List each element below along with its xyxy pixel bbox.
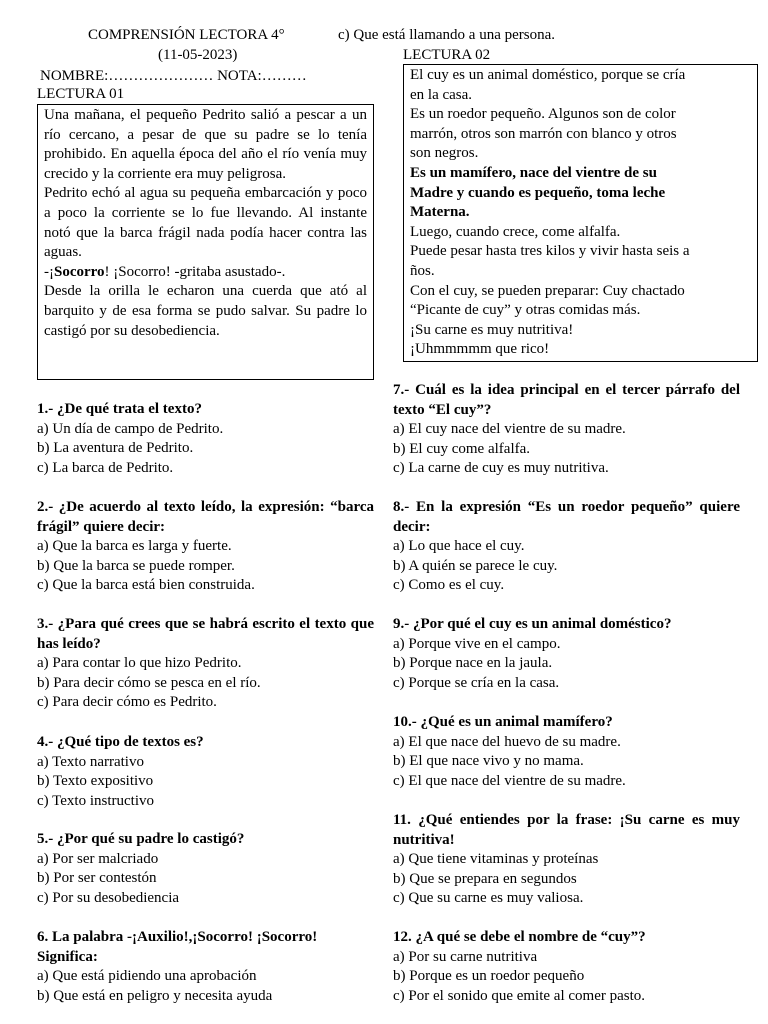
question-11 [393, 811, 740, 909]
question-text: 12. ¿A qué se debe el nombre de “cuy”? [393, 929, 646, 945]
lectura-02-line: Con el cuy, se pueden preparar: Cuy chactado [410, 282, 685, 299]
answer-option[interactable]: b) Porque nace en la jaula. [393, 655, 553, 671]
lectura-02-line: Es un roedor pequeño. Algunos son de color [410, 106, 676, 123]
answer-option[interactable]: c) Como es el cuy. [393, 577, 505, 593]
answer-option[interactable]: a) Por su carne nutritiva [393, 948, 538, 965]
lectura-02-line: en la casa. [410, 86, 473, 103]
answer-option[interactable]: b) La aventura de Pedrito. [37, 440, 194, 456]
worksheet-date: (11-05-2023) [158, 47, 238, 63]
answer-option[interactable]: b) Por ser contestón [37, 870, 157, 886]
question-text: 5.- ¿Por qué su padre lo castigó? [37, 831, 245, 847]
answer-option[interactable]: b) El que nace vivo y no mama. [393, 753, 584, 769]
question-12 [393, 928, 740, 1006]
answer-option[interactable]: a) El cuy nace del vientre de su madre. [393, 421, 626, 437]
lectura-02-line: Luego, cuando crece, come alfalfa. [410, 223, 621, 240]
lectura-02-bold-line: Madre y cuando es pequeño, toma leche [410, 184, 666, 201]
answer-option[interactable]: a) Lo que hace el cuy. [393, 538, 525, 554]
lectura-02-line: ¡Su carne es muy nutritiva! [410, 321, 574, 338]
answer-option[interactable]: a) El que nace del huevo de su madre. [393, 733, 621, 750]
answer-option[interactable]: b) Texto expositivo [37, 773, 154, 789]
question-text: 9.- ¿Por qué el cuy es un animal doméstico? [393, 616, 672, 632]
lectura-02-line: ¡Uhmmmmm que rico! [410, 341, 550, 358]
lectura-02-box [403, 64, 758, 362]
answer-option[interactable]: b) Para decir cómo se pesca en el río. [37, 674, 261, 691]
lectura-02-bold-line: Es un mamífero, nace del vientre de su [410, 164, 657, 181]
question-text: 10.- ¿Qué es un animal mamífero? [393, 714, 613, 730]
question-text: 1.- ¿De qué trata el texto? [37, 401, 202, 417]
answer-option[interactable]: b) A quién se parece le cuy. [393, 557, 558, 574]
answer-option[interactable]: c) El que nace del vientre de su madre. [393, 772, 626, 789]
question-3 [37, 615, 374, 713]
question-7 [393, 381, 740, 479]
question-6 [37, 928, 377, 1006]
answer-option[interactable]: a) Un día de campo de Pedrito. [37, 420, 224, 437]
lectura-01-paragraph: Desde la orilla le echaron una cuerda que ató al barquito y de esa forma se pudo salvar. Su padre lo castigó por su desobediencia. [44, 283, 367, 339]
question-text: 3.- ¿Para qué crees que se habrá escrito el texto que has leído? [37, 616, 374, 652]
lectura-02-line: marrón, otros son marrón con blanco y otros [410, 125, 677, 142]
answer-option[interactable]: c) La barca de Pedrito. [37, 459, 174, 476]
lectura-02-line: ños. [410, 262, 435, 279]
lectura-01-label: LECTURA 01 [37, 86, 125, 102]
lectura-01-paragraph: Pedrito echó al agua su pequeña embarcación y poco a poco la corriente se lo fue llevando. Al instante notó que la barca frágil nada podía hacer contra las aguas. [44, 185, 367, 261]
answer-option[interactable]: b) Porque es un roedor pequeño [393, 968, 585, 984]
answer-option[interactable]: c) Que la barca está bien construida. [37, 577, 255, 593]
answer-option[interactable]: c) Texto instructivo [37, 792, 154, 809]
question-2 [37, 498, 374, 596]
answer-option[interactable]: a) Que está pidiendo una aprobación [37, 968, 257, 984]
answer-option[interactable]: a) Que tiene vitaminas y proteínas [393, 851, 599, 867]
question-text: 7.- Cuál es la idea principal en el tercer párrafo del texto “El cuy”? [393, 382, 740, 418]
question-text: 8.- En la expresión “Es un roedor pequeño” quiere decir: [393, 499, 740, 535]
lectura-02-bold-line: Materna. [410, 204, 470, 221]
answer-option[interactable]: a) Por ser malcriado [37, 850, 159, 867]
question-9 [393, 615, 740, 693]
lectura-01-exclamation: -¡Socorro! ¡Socorro! -gritaba asustado-. [44, 263, 286, 280]
question-text: 6. La palabra -¡Auxilio!,¡Socorro! ¡Socorro! Significa: [37, 929, 318, 965]
lectura-02-label: LECTURA 02 [403, 47, 491, 63]
lectura-01-paragraph: Una mañana, el pequeño Pedrito salió a pescar a un río cercano, a pesar de que su padre se lo tenía prohibido. En aquella época del año el río venía muy crecido y la corriente era muy peligrosa. [44, 107, 367, 182]
answer-option[interactable]: a) Que la barca es larga y fuerte. [37, 538, 232, 554]
worksheet-title: COMPRENSIÓN LECTORA 4° [88, 27, 285, 43]
answer-option[interactable]: b) Que la barca se puede romper. [37, 557, 235, 574]
answer-option[interactable]: a) Texto narrativo [37, 753, 144, 770]
answer-option[interactable]: a) Para contar lo que hizo Pedrito. [37, 655, 242, 671]
lectura-02-line: El cuy es un animal doméstico, porque se cría [410, 67, 686, 83]
name-grade-line: NOMBRE:………………… NOTA:……… [40, 68, 307, 84]
lectura-02-line: Puede pesar hasta tres kilos y vivir hasta seis a [410, 243, 690, 260]
stray-option-text: c) Que está llamando a una persona. [338, 27, 555, 43]
answer-option[interactable]: a) Porque vive en el campo. [393, 635, 561, 652]
answer-option[interactable]: c) Porque se cría en la casa. [393, 674, 560, 691]
answer-option[interactable]: b) Que está en peligro y necesita ayuda [37, 987, 273, 1004]
question-4 [37, 733, 374, 811]
question-text: 11. ¿Qué entiendes por la frase: ¡Su carne es muy nutritiva! [393, 812, 740, 848]
answer-option[interactable]: c) La carne de cuy es muy nutritiva. [393, 460, 609, 476]
answer-option[interactable]: c) Por el sonido que emite al comer pasto. [393, 987, 646, 1004]
answer-option[interactable]: c) Por su desobediencia [37, 889, 180, 906]
lectura-02-line: “Picante de cuy” y otras comidas más. [410, 302, 641, 319]
question-8 [393, 498, 740, 596]
question-text: 2.- ¿De acuerdo al texto leído, la expresión: “barca frágil” quiere decir: [37, 499, 374, 535]
answer-option[interactable]: b) Que se prepara en segundos [393, 870, 577, 887]
answer-option[interactable]: b) El cuy come alfalfa. [393, 440, 531, 457]
lectura-02-line: son negros. [410, 145, 479, 162]
question-10 [393, 713, 740, 791]
answer-option[interactable]: c) Que su carne es muy valiosa. [393, 890, 584, 906]
question-1 [37, 400, 374, 478]
answer-option[interactable]: c) Para decir cómo es Pedrito. [37, 694, 217, 710]
lectura-01-box [37, 104, 374, 380]
question-text: 4.- ¿Qué tipo de textos es? [37, 734, 204, 750]
question-5 [37, 830, 374, 908]
